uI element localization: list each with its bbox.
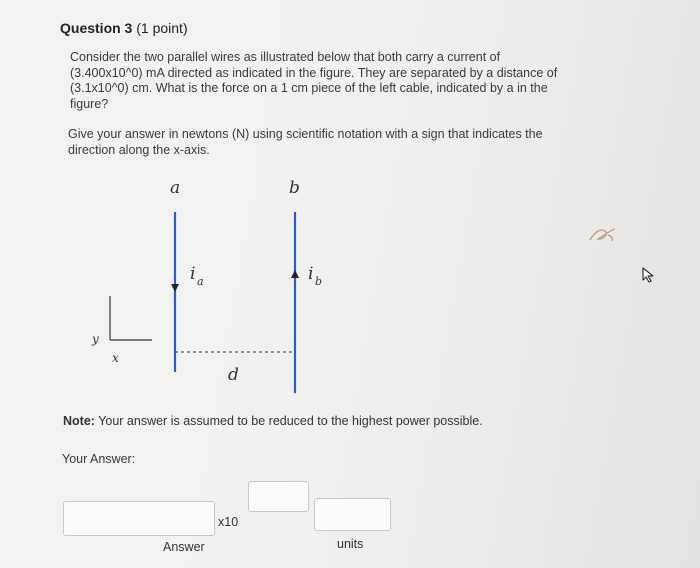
current-b-label: i <box>308 264 314 284</box>
units-input[interactable] <box>314 498 391 531</box>
note-text: Your answer is assumed to be reduced to the highest power possible. <box>94 414 483 428</box>
question-title <box>60 20 188 36</box>
x-axis-label: x <box>112 351 119 365</box>
current-a-label: i <box>190 264 196 284</box>
wire-a-label: a <box>170 178 181 198</box>
current-b-sub: b <box>315 275 323 288</box>
your-answer-heading: Your Answer: <box>62 452 136 466</box>
units-label: units <box>337 537 364 551</box>
note-prefix: Note: <box>63 414 95 428</box>
answer-mantissa-input[interactable] <box>63 501 215 536</box>
y-axis-label: y <box>92 332 99 346</box>
current-a-sub: a <box>197 275 204 288</box>
answer-exponent-input[interactable] <box>248 481 309 512</box>
mouse-pointer-icon <box>640 266 658 284</box>
question-body: Consider the two parallel wires as illustrated below that both carry a current of (3.400x10^0) mA directed as indicated in the figure. They are separated by a distance of (3.1x10^0) cm. What is the force on a 1 cm piece of the left cable, indicated by a in the figure? <box>70 50 558 111</box>
answer-label: Answer <box>163 540 205 554</box>
distance-label: d <box>228 365 239 385</box>
question-number: Question 3 <box>60 20 133 36</box>
times-ten-label: x10 <box>218 515 239 529</box>
current-a-arrow <box>171 284 179 292</box>
current-b-arrow <box>291 270 299 278</box>
pen-scribble-icon <box>588 226 618 246</box>
note <box>63 414 483 428</box>
wire-b-label: b <box>289 178 300 198</box>
question-instruction: Give your answer in newtons (N) using scientific notation with a sign that indicates the direction along the x-axis. <box>68 127 543 157</box>
question-points: (1 point) <box>136 20 188 36</box>
